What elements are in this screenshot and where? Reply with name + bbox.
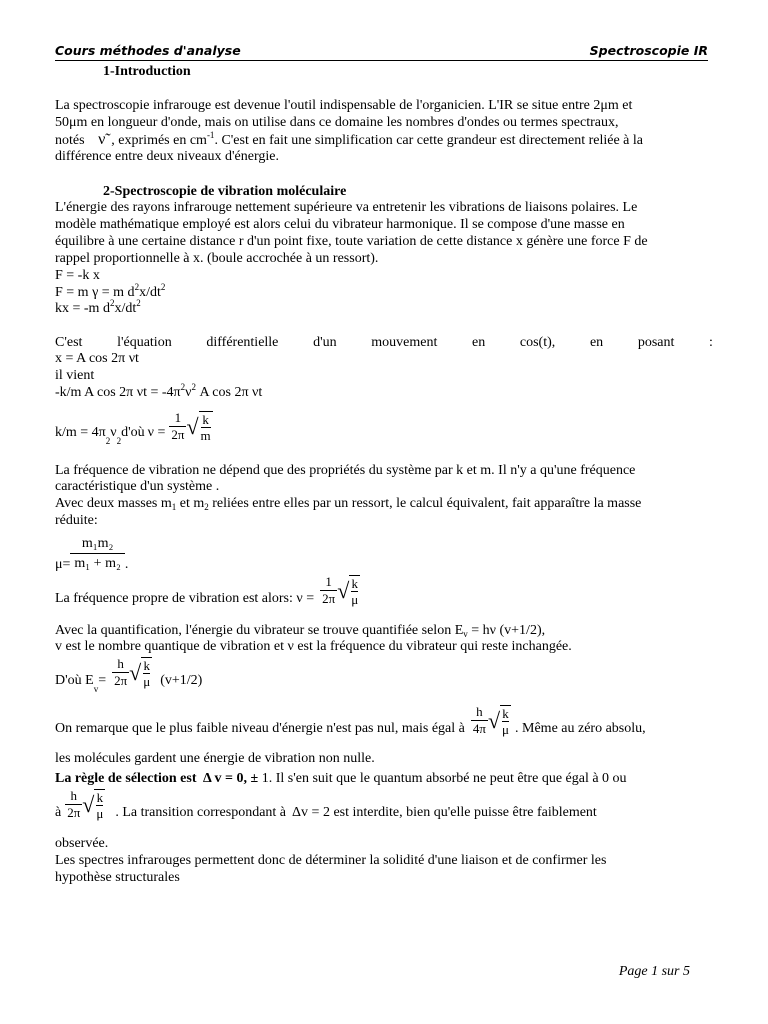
- energy-equation: D'où E v = $\frac{h}{2\pi}$ √ k μ (v+1/2): [55, 656, 203, 694]
- vib-line-2: modèle mathématique employé est alors celui du vibrateur harmonique. Il se compose d'une masse en: [55, 217, 625, 232]
- document-page: [55, 0, 713, 1024]
- equation-hooke: F = -k x: [55, 268, 100, 283]
- conclusion-line-2: hypothèse structurales: [55, 870, 180, 885]
- section-1-title: 1-Introduction: [103, 64, 191, 79]
- equation-frequency: k/m = 4π 2 ν 2 d'où ν = $\frac{1}{2\pi}$ √ k m: [55, 410, 211, 446]
- header-chapter-title: Spectroscopie IR: [589, 43, 708, 58]
- vib-line-4: rappel proportionnelle à x. (boule accrochée à un ressort).: [55, 251, 379, 266]
- transition-line: à $\frac{h}{2\pi}$ √ k μ . La transition correspondant à Δ v = 2 est interdite, bien qu'elle puisse être faiblement: [55, 788, 597, 821]
- page-header: [55, 43, 708, 61]
- freq-line-3: Avec deux masses $m_1$ et $m_2$ reliées entre elles par un ressort, le calcul équivalent, fait apparaître la masse: [55, 496, 642, 512]
- ground-level-line: On remarque que le plus faible niveau d'énergie n'est pas nul, mais égal à $\frac{h}{4\pi}$ √ k μ . Même au zéro absolu,: [55, 704, 646, 737]
- zero-point-line: les molécules gardent une énergie de vibration non nulle.: [55, 751, 375, 766]
- intro-line-4: différence entre deux niveaux d'énergie.: [55, 149, 279, 164]
- sqrt-k-over-m: √ k m: [186, 412, 211, 443]
- equation-newton: F = m γ = m $d^2x/dt^2$: [55, 282, 166, 300]
- intro-line-2: 50μm en longueur d'onde, mais on utilise dans ce domaine les nombres d'ondes ou termes spectraux,: [55, 115, 619, 130]
- equation-substitution: -k/m A cos 2π $\nu t = -4\pi^2\nu^2$ A cos 2π νt: [55, 382, 263, 400]
- intro-line-1: La spectroscopie infrarouge est devenue l'outil indispensable de l'organicien. L'IR se situe entre 2μm et: [55, 98, 633, 113]
- equation-diff: kx = -m $d^2x/dt^2$: [55, 298, 141, 316]
- equation-solution: x = A cos 2π νt: [55, 351, 139, 366]
- selection-rule-line: La règle de sélection est Δ v = 0, ± 1. Il s'en suit que le quantum absorbé ne peut être que égal à 0 ou: [55, 771, 627, 786]
- freq-line-1: La fréquence de vibration ne dépend que des propriétés du système par k et m. Il n'y a qu'une fréquence: [55, 463, 636, 478]
- quantification-line: Avec la quantification, l'énergie du vibrateur se trouve quantifiée selon $E_v = h\nu$ (v+1/2),: [55, 623, 546, 639]
- freq-line-2: caractéristique d'un système .: [55, 479, 220, 494]
- page-number: Page 1 sur 5: [618, 964, 690, 979]
- quantum-number-line: v est le nombre quantique de vibration et ν est la fréquence du vibrateur qui reste inchangée.: [55, 639, 572, 654]
- proper-frequency-line: La fréquence propre de vibration est alors: ν = $\frac{1}{2\pi}$ √ k μ: [55, 574, 359, 607]
- observed-line: observée.: [55, 836, 109, 851]
- reduced-mass-equation: μ= $\frac{\text{m₁m₂}}{\text{m₁ + m₂}}$ .: [55, 535, 129, 572]
- fraction-1-over-2pi: $\frac{1}{2\pi}$: [171, 410, 185, 442]
- intro-line-3: notés ν̃ , exprimés en $cm^{-1}$. C'est en fait une simplification car cette grandeur est directement reliée à la: [55, 130, 643, 148]
- il-vient: il vient: [55, 368, 95, 383]
- conclusion-line-1: Les spectres infrarouges permettent donc de déterminer la solidité d'une liaison et de confirmer les: [55, 853, 607, 868]
- vib-line-1: L'énergie des rayons infrarouge nettement supérieure va entretenir les vibrations de liaisons polaires. Le: [55, 200, 638, 215]
- freq-line-4: réduite:: [55, 513, 98, 528]
- vib-line-3: équilibre à une certaine distance r d'un point fixe, toute variation de cette distance x génère une force F de: [55, 234, 648, 249]
- section-2-title: 2-Spectroscopie de vibration moléculaire: [103, 184, 347, 199]
- justified-line: C'est l'équation différentielle d'un mouvement en cos(t), en posant :: [55, 335, 713, 350]
- header-course-title: Cours méthodes d'analyse: [55, 43, 241, 58]
- nu-tilde-symbol: ν̃: [98, 131, 106, 148]
